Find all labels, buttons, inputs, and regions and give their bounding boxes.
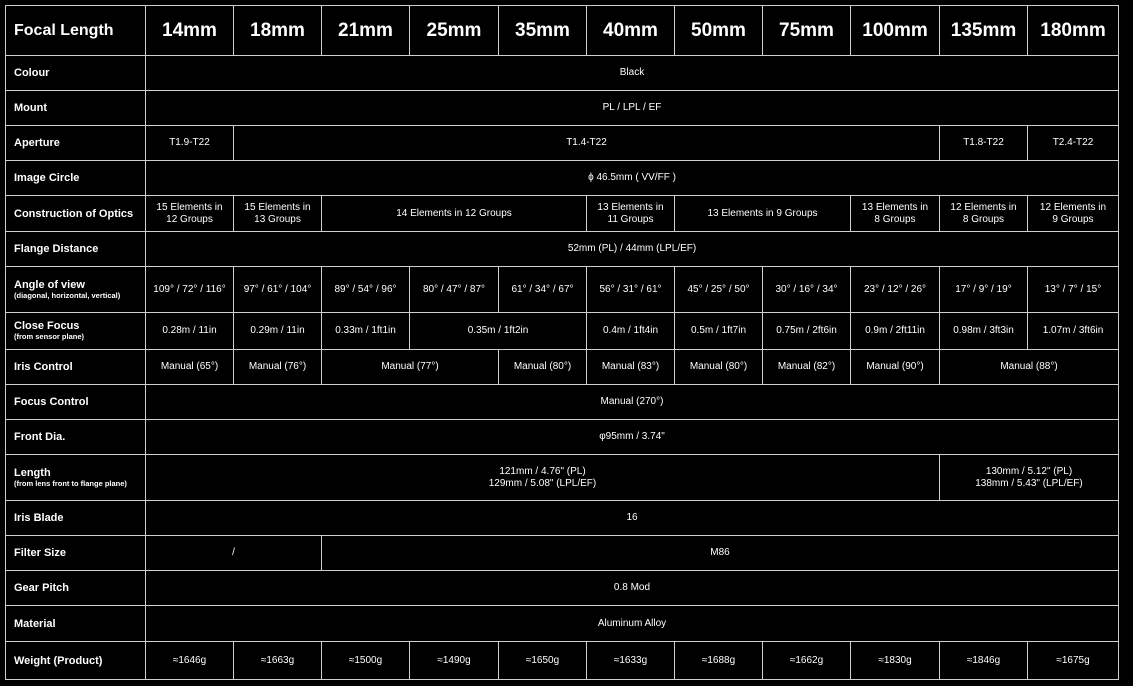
row-label-colour — [6, 56, 146, 91]
spec-cell: 0.98m / 3ft3in — [940, 313, 1028, 350]
spec-cell: T1.8-T22 — [940, 126, 1028, 161]
spec-cell: 109° / 72° / 116° — [146, 267, 234, 313]
header-row — [6, 6, 1119, 56]
spec-cell: Manual (76°) — [234, 350, 322, 385]
lens-spec-table — [5, 5, 1119, 680]
focal-25mm: 25mm — [410, 6, 499, 56]
focal-35mm: 35mm — [499, 6, 587, 56]
focal-14mm: 14mm — [146, 6, 234, 56]
spec-cell: Manual (83°) — [587, 350, 675, 385]
spec-cell: 0.29m / 11in — [234, 313, 322, 350]
spec-cell: T1.9-T22 — [146, 126, 234, 161]
spec-cell: ϕ 46.5mm ( VV/FF ) — [146, 161, 1119, 196]
spec-cell: 0.5m / 1ft7in — [675, 313, 763, 350]
row-label-iris-blade — [6, 501, 146, 536]
spec-cell: ≈1646g — [146, 642, 234, 680]
focal-18mm: 18mm — [234, 6, 322, 56]
spec-cell: φ95mm / 3.74" — [146, 420, 1119, 455]
spec-cell: PL / LPL / EF — [146, 91, 1119, 126]
spec-cell: 15 Elements in 13 Groups — [234, 196, 322, 232]
row-label-text: Weight (Product) — [14, 654, 103, 667]
spec-cell: 13 Elements in 11 Groups — [587, 196, 675, 232]
focal-75mm: 75mm — [763, 6, 851, 56]
spec-cell: 15 Elements in 12 Groups — [146, 196, 234, 232]
spec-cell: ≈1500g — [322, 642, 410, 680]
row-length — [6, 455, 1119, 501]
row-label-text: Material — [14, 617, 56, 630]
spec-cell: 23° / 12° / 26° — [851, 267, 940, 313]
row-label-text: Colour — [14, 67, 50, 79]
row-material — [6, 606, 1119, 642]
row-label-length — [6, 455, 146, 501]
spec-cell: ≈1663g — [234, 642, 322, 680]
spec-cell: ≈1675g — [1028, 642, 1119, 680]
row-label-text: Close Focus — [14, 320, 80, 332]
row-label-filter-size — [6, 536, 146, 571]
spec-cell: M86 — [322, 536, 1119, 571]
spec-cell: T2.4-T22 — [1028, 126, 1119, 161]
row-label-material — [6, 606, 146, 642]
spec-cell: 89° / 54° / 96° — [322, 267, 410, 313]
row-sublabel: (from lens front to flange plane) — [14, 478, 127, 488]
spec-cell: Manual (90°) — [851, 350, 940, 385]
spec-cell: ≈1650g — [499, 642, 587, 680]
row-flange — [6, 232, 1119, 267]
spec-cell: 0.35m / 1ft2in — [410, 313, 587, 350]
spec-cell: 130mm / 5.12" (PL) 138mm / 5.43" (LPL/EF) — [940, 455, 1119, 501]
spec-body — [6, 56, 1119, 680]
row-label-text: Construction of Optics — [14, 207, 134, 220]
spec-cell: Manual (82°) — [763, 350, 851, 385]
row-iris-control — [6, 350, 1119, 385]
row-mount — [6, 91, 1119, 126]
spec-cell: / — [146, 536, 322, 571]
spec-cell: Black — [146, 56, 1119, 91]
spec-cell: ≈1662g — [763, 642, 851, 680]
row-angle — [6, 267, 1119, 313]
row-label-text: Filter Size — [14, 547, 66, 559]
spec-cell: ≈1830g — [851, 642, 940, 680]
row-label-gear-pitch — [6, 571, 146, 606]
spec-cell: 13 Elements in 9 Groups — [675, 196, 851, 232]
row-label-angle — [6, 267, 146, 313]
row-label-text: Flange Distance — [14, 243, 99, 255]
row-label-iris-control — [6, 350, 146, 385]
focal-50mm: 50mm — [675, 6, 763, 56]
spec-cell: 52mm (PL) / 44mm (LPL/EF) — [146, 232, 1119, 267]
spec-cell: Manual (65°) — [146, 350, 234, 385]
row-colour — [6, 56, 1119, 91]
row-label-aperture — [6, 126, 146, 161]
row-filter-size — [6, 536, 1119, 571]
spec-cell: 0.28m / 11in — [146, 313, 234, 350]
row-label-construction — [6, 196, 146, 232]
row-focus-control — [6, 385, 1119, 420]
spec-cell: Aluminum Alloy — [146, 606, 1119, 642]
spec-cell: ≈1846g — [940, 642, 1028, 680]
row-label-weight — [6, 642, 146, 680]
row-sublabel: (from sensor plane) — [14, 332, 85, 341]
row-label-text: Focus Control — [14, 396, 89, 408]
spec-cell: 14 Elements in 12 Groups — [322, 196, 587, 232]
row-label-close-focus — [6, 313, 146, 350]
row-label-text: Image Circle — [14, 172, 80, 184]
focal-21mm: 21mm — [322, 6, 410, 56]
spec-cell: 0.33m / 1ft1in — [322, 313, 410, 350]
spec-cell: Manual (80°) — [499, 350, 587, 385]
spec-cell: 0.9m / 2ft11in — [851, 313, 940, 350]
spec-cell: 61° / 34° / 67° — [499, 267, 587, 313]
spec-cell: 0.75m / 2ft6in — [763, 313, 851, 350]
row-label-focus-control — [6, 385, 146, 420]
spec-cell: 17° / 9° / 19° — [940, 267, 1028, 313]
row-label-flange — [6, 232, 146, 267]
row-gear-pitch — [6, 571, 1119, 606]
spec-cell: 16 — [146, 501, 1119, 536]
spec-cell: Manual (80°) — [675, 350, 763, 385]
row-label-text: Iris Blade — [14, 512, 64, 524]
spec-cell: 45° / 25° / 50° — [675, 267, 763, 313]
spec-cell: 1.07m / 3ft6in — [1028, 313, 1119, 350]
row-label-text: Aperture — [14, 137, 60, 149]
spec-cell: ≈1688g — [675, 642, 763, 680]
row-aperture — [6, 126, 1119, 161]
row-label-text: Mount — [14, 102, 47, 114]
row-label-text: Angle of view — [14, 278, 85, 291]
row-iris-blade — [6, 501, 1119, 536]
row-label-text: Length — [14, 466, 51, 479]
row-label-text: Gear Pitch — [14, 582, 70, 594]
spec-cell: 56° / 31° / 61° — [587, 267, 675, 313]
spec-cell: ≈1490g — [410, 642, 499, 680]
row-sublabel: (diagonal, horizontal, vertical) — [14, 290, 121, 300]
spec-cell: 30° / 16° / 34° — [763, 267, 851, 313]
row-label-text: Front Dia. — [14, 431, 66, 443]
row-front-dia — [6, 420, 1119, 455]
spec-cell: 13 Elements in 8 Groups — [851, 196, 940, 232]
focal-40mm: 40mm — [587, 6, 675, 56]
row-image-circle — [6, 161, 1119, 196]
spec-cell: Manual (270°) — [146, 385, 1119, 420]
header-label: Focal Length — [6, 6, 146, 56]
spec-cell: ≈1633g — [587, 642, 675, 680]
spec-cell: 80° / 47° / 87° — [410, 267, 499, 313]
spec-cell: 97° / 61° / 104° — [234, 267, 322, 313]
row-weight — [6, 642, 1119, 680]
row-close-focus — [6, 313, 1119, 350]
row-label-image-circle — [6, 161, 146, 196]
spec-cell: Manual (88°) — [940, 350, 1119, 385]
focal-180mm: 180mm — [1028, 6, 1119, 56]
focal-135mm: 135mm — [940, 6, 1028, 56]
spec-cell: 12 Elements in 8 Groups — [940, 196, 1028, 232]
spec-cell: 13° / 7° / 15° — [1028, 267, 1119, 313]
focal-100mm: 100mm — [851, 6, 940, 56]
spec-cell: 0.8 Mod — [146, 571, 1119, 606]
spec-cell: 121mm / 4.76" (PL) 129mm / 5.08" (LPL/EF) — [146, 455, 940, 501]
row-label-text: Iris Control — [14, 361, 73, 373]
spec-cell: T1.4-T22 — [234, 126, 940, 161]
row-construction — [6, 196, 1119, 232]
spec-cell: Manual (77°) — [322, 350, 499, 385]
row-label-mount — [6, 91, 146, 126]
spec-cell: 12 Elements in 9 Groups — [1028, 196, 1119, 232]
spec-cell: 0.4m / 1ft4in — [587, 313, 675, 350]
row-label-front-dia — [6, 420, 146, 455]
